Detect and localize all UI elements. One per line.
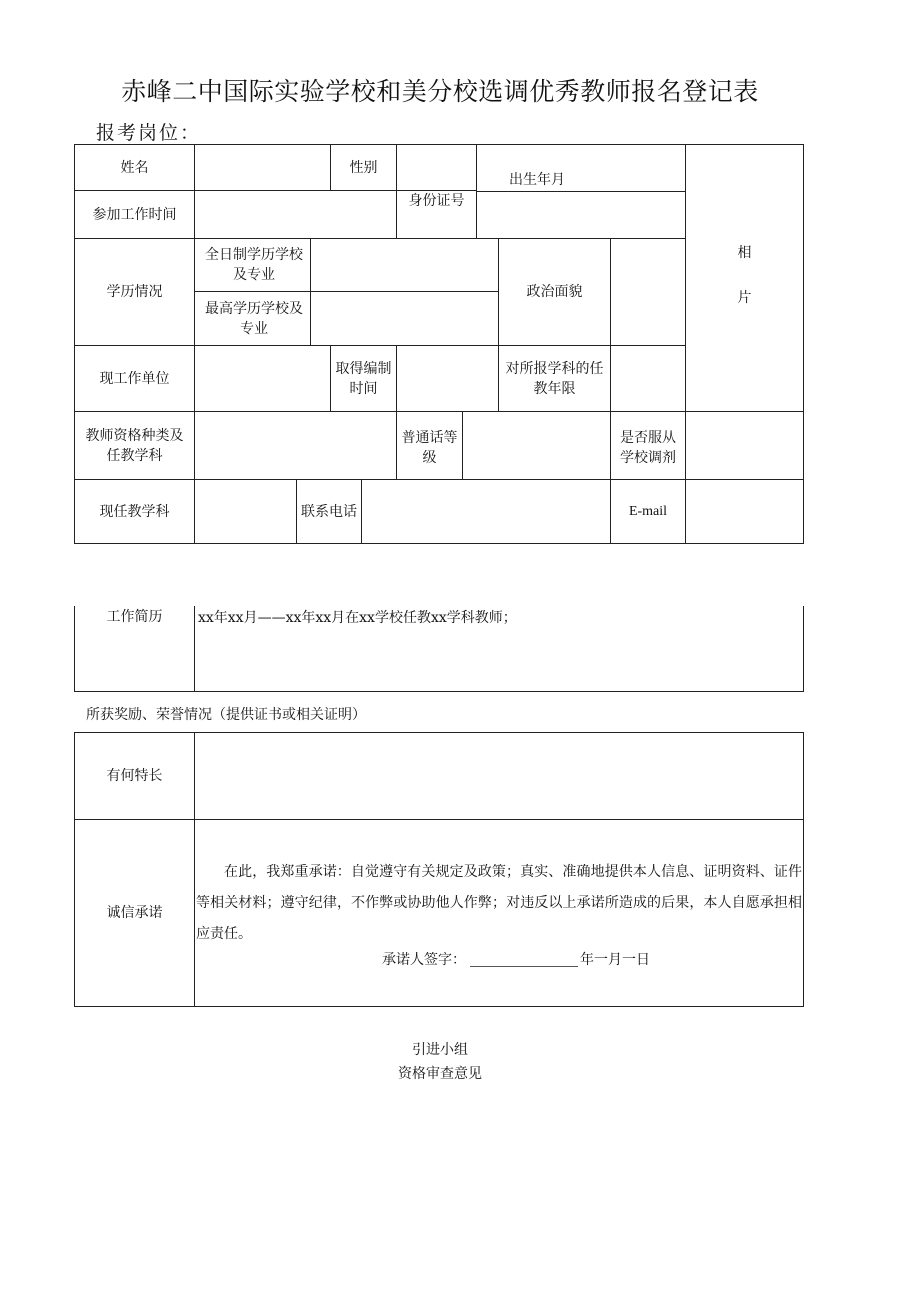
- label-qualification: 教师资格种类及任教学科: [85, 427, 184, 464]
- footer-line-1: 引进小组: [412, 1042, 468, 1058]
- label-accept-transfer: 是否服从学校调剂: [620, 430, 676, 466]
- label-specialty: 有何特长: [106, 768, 163, 784]
- integrity-pledge-text: 在此，我郑重承诺：自觉遵守有关规定及政策；真实、准确地提供本人信息、证明资料、证件等相关材料；遵守纪律，不作弊或协助他人作弊；对违反以上承诺所造成的后果，本人自愿承担相应责任。: [196, 864, 802, 942]
- label-id-number: 身份证号: [408, 193, 465, 209]
- input-work-start[interactable]: [195, 191, 396, 238]
- position-label: 报考岗位：: [96, 122, 202, 144]
- resume-text[interactable]: xx年xx月——xx年xx月在xx学校任教xx学科教师；: [198, 610, 517, 626]
- page-title: 赤峰二中国际实验学校和美分校选调优秀教师报名登记表: [121, 77, 759, 106]
- label-email: E-mail: [628, 503, 668, 519]
- label-resume: 工作简历: [106, 609, 163, 625]
- label-name: 姓名: [120, 159, 149, 176]
- label-teaching-years: 对所报学科的任教年限: [505, 360, 604, 397]
- footer-line-2: 资格审查意见: [398, 1066, 482, 1082]
- input-specialty[interactable]: [195, 733, 803, 819]
- label-current-unit: 现工作单位: [99, 370, 170, 387]
- signature-line[interactable]: [382, 950, 650, 970]
- input-qualification[interactable]: [195, 412, 396, 479]
- label-fulltime-edu: 全日制学历学校及专业: [205, 247, 303, 283]
- label-birth: 出生年月: [509, 172, 565, 188]
- signer-label: 承诺人签字：: [382, 952, 466, 968]
- label-work-start: 参加工作时间: [92, 206, 177, 223]
- input-current-subject[interactable]: [195, 480, 296, 543]
- input-highest-edu[interactable]: [311, 292, 498, 345]
- label-phone: 联系电话: [301, 503, 357, 520]
- input-political[interactable]: [611, 239, 685, 345]
- label-current-subject: 现任教学科: [99, 503, 170, 520]
- input-teaching-years[interactable]: [611, 346, 685, 411]
- input-accept-transfer[interactable]: [686, 412, 803, 479]
- input-phone[interactable]: [362, 480, 610, 543]
- label-political: 政治面貌: [526, 284, 583, 300]
- label-staffing-time: 取得编制时间: [335, 360, 392, 397]
- input-current-unit[interactable]: [195, 346, 330, 411]
- photo-label-1: 相: [737, 245, 752, 261]
- input-birth-id[interactable]: [477, 192, 685, 238]
- photo-label-2: 片: [737, 290, 752, 306]
- signature-blank[interactable]: [470, 952, 578, 967]
- label-mandarin: 普通话等级: [401, 430, 458, 466]
- signature-date: 年一月一日: [580, 952, 650, 968]
- input-gender[interactable]: [397, 145, 476, 190]
- input-fulltime-edu[interactable]: [311, 239, 498, 291]
- label-education: 学历情况: [106, 284, 163, 300]
- label-integrity: 诚信承诺: [106, 905, 163, 921]
- label-highest-edu: 最高学历学校及专业: [205, 300, 303, 337]
- input-staffing-time[interactable]: [397, 346, 498, 411]
- awards-note: 所获奖励、荣誉情况（提供证书或相关证明）: [86, 707, 366, 723]
- label-gender: 性别: [349, 159, 378, 176]
- input-name[interactable]: [195, 145, 330, 190]
- input-email[interactable]: [686, 480, 803, 543]
- input-mandarin[interactable]: [463, 412, 610, 479]
